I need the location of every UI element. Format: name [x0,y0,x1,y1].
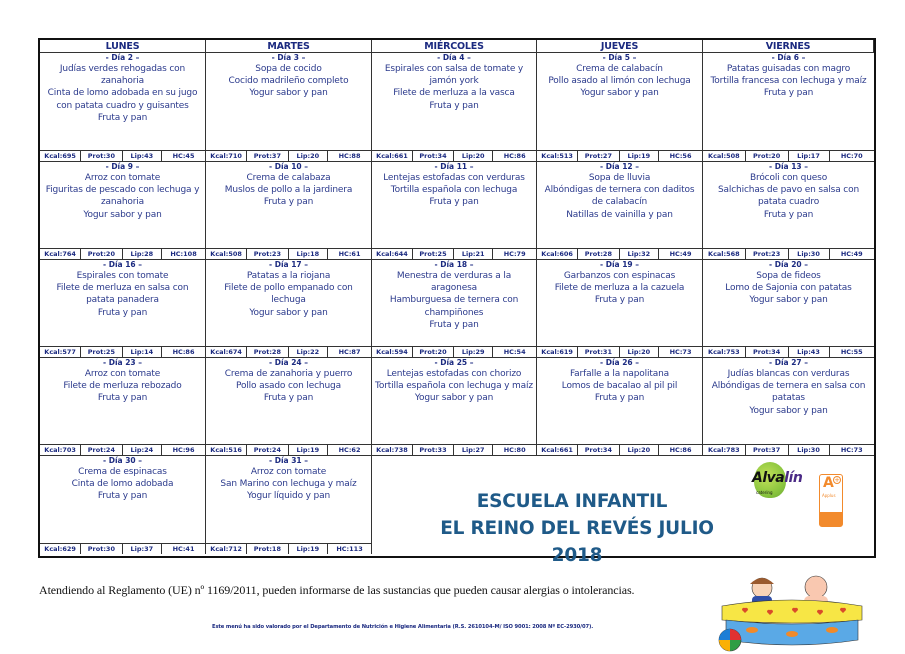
nutrition-row [40,444,205,455]
lipids-value: Lip:43 [789,347,830,357]
carbs-value: HC:86 [669,446,692,454]
dish-item: Yogur sabor y pan [580,88,659,99]
kcal-value: Kcal:710 [206,151,247,161]
dish-item: Albóndigas de ternera con daditos de calabacín [544,185,695,208]
day-menu [206,53,371,150]
lipids-value: Lip:27 [454,445,493,455]
day-menu [40,456,205,543]
dish-item: Fruta y pan [594,295,645,306]
dish-item: Yogur sabor y pan [249,88,328,99]
day-menu [206,456,371,543]
nutrition-row [537,444,702,455]
applus-band [820,512,842,526]
weekday-header-tuesday: MARTES [206,40,372,53]
protein-value: Prot:20 [746,151,789,161]
dish-item: Arroz con tomate [250,467,327,477]
dish-item: Menestra de verduras a la aragonesa [396,271,512,294]
protein-value: Prot:27 [578,151,619,161]
dish-item: Albóndigas de ternera en salsa con patatas [711,381,866,404]
dish-item: Lentejas estofadas con verduras [383,173,525,183]
day-cell [206,53,372,162]
dish-list [537,270,702,307]
carbs-value: HC:73 [840,446,863,454]
lipids-value: Lip:14 [123,347,163,357]
day-menu [206,260,371,346]
dish-item: Garbanzos con espinacas [563,271,676,281]
day-cell [206,456,372,554]
nutrition-row [703,346,874,357]
day-label: - Día 2 – [105,53,140,62]
day-label: - Día 12 – [600,162,639,171]
day-menu [372,162,536,248]
day-cell [372,260,537,358]
carbs-value: HC:70 [840,152,863,160]
dish-item: Fruta y pan [429,319,479,330]
day-label: - Día 5 – [602,53,637,62]
day-menu [537,162,702,248]
dish-item: Crema de zanahoria y puerro [224,369,353,379]
day-cell [40,53,206,162]
day-menu [537,260,702,346]
day-menu [537,53,702,150]
dish-item: Yogur sabor y pan [83,209,162,220]
day-label: - Día 9 – [105,162,140,171]
protein-value: Prot:33 [413,445,454,455]
menu-grid [40,40,874,566]
dish-item: Tortilla española con lechuga [390,185,518,196]
dish-item: Arroz con tomate [84,173,161,183]
day-label: - Día 30 – [103,456,142,465]
dish-item: Salchichas de pavo en salsa con patata cuadro [717,185,859,208]
dish-item: Filete de merluza en salsa con patata panadera [56,283,189,306]
dish-item: Judías verdes rehogadas con zanahoria [59,64,186,87]
dish-item: Espirales con salsa de tomate y jamón york [384,64,524,87]
dish-item: Fruta y pan [429,100,479,111]
dish-item: Crema de calabaza [246,173,331,183]
dish-list [537,172,702,221]
dish-item: Sopa de cocido [255,64,322,74]
day-label: - Día 16 – [103,260,142,269]
day-menu [372,358,536,444]
dish-item: Tortilla española con lechuga y maíz [375,381,533,392]
kcal-value: Kcal:695 [40,151,81,161]
day-label: - Día 27 – [769,358,808,367]
dish-item: Fruta y pan [263,393,314,404]
kcal-value: Kcal:619 [537,347,578,357]
applus-name: Applus [822,493,836,498]
day-label: - Día 25 – [434,358,474,367]
carbs-value: HC:87 [338,348,361,356]
day-cell [206,358,372,456]
lipids-value: Lip:20 [620,445,660,455]
day-cell [537,358,703,456]
carbs-value: HC:96 [172,446,195,454]
dish-item: Sopa de fideos [756,271,821,281]
dish-item: Arroz con tomate [84,369,161,379]
applus-certification-logo [819,474,843,527]
day-cell [40,358,206,456]
day-label: - Día 4 – [437,53,471,62]
carbs-value: HC:80 [503,446,526,454]
lipids-value: Lip:30 [789,445,830,455]
day-cell [372,358,537,456]
protein-value: Prot:28 [247,347,288,357]
dish-item: Espirales con tomate [76,271,169,281]
carbs-value: HC:45 [172,152,195,160]
nutrition-row [206,248,371,259]
day-cell [537,53,703,162]
dish-list [40,368,205,405]
day-cell [537,162,703,260]
dish-item: Fruta y pan [763,88,814,99]
dish-list [372,172,536,209]
day-cell [372,162,537,260]
carbs-value: HC:86 [172,348,195,356]
nutrition-row [206,346,371,357]
day-label: - Día 24 – [269,358,308,367]
day-menu [703,53,874,150]
day-menu [372,260,536,346]
nutrition-row [372,346,536,357]
day-menu [703,162,874,248]
dish-item: Fruta y pan [263,197,314,208]
lipids-value: Lip:20 [620,347,660,357]
school-title [440,488,714,569]
day-label: - Día 31 – [269,456,308,465]
carbs-value: HC:88 [338,152,361,160]
protein-value: Prot:34 [746,347,789,357]
dish-item: Sopa de lluvia [588,173,651,183]
day-label: - Día 17 – [269,260,308,269]
carbs-value: HC:49 [669,250,692,258]
day-cell [703,53,874,162]
lipids-value: Lip:22 [289,347,329,357]
day-menu [40,260,205,346]
dish-item: Judías blancas con verduras [727,369,850,379]
dish-list [703,368,874,417]
nutrition-row [372,444,536,455]
lipids-value: Lip:20 [289,151,329,161]
lipids-value: Lip:18 [289,249,329,259]
dish-list [206,466,371,503]
protein-value: Prot:37 [746,445,789,455]
nutrition-row [40,346,205,357]
dish-item: Pollo asado al limón con lechuga [548,76,691,87]
day-label: - Día 20 – [769,260,808,269]
alvalin-wordmark [752,470,802,486]
day-menu [703,260,874,346]
protein-value: Prot:30 [81,151,122,161]
kcal-value: Kcal:661 [372,151,413,161]
dish-list [703,63,874,100]
nutrition-row [372,248,536,259]
nutrition-row [40,543,205,554]
nutrition-row [372,150,536,161]
dish-list [372,270,536,331]
day-menu [206,162,371,248]
dish-item: Yogur sabor y pan [749,405,828,416]
day-label: - Día 3 – [271,53,306,62]
day-menu [206,358,371,444]
lipids-value: Lip:19 [289,544,329,554]
day-label: - Día 18 – [434,260,474,269]
dish-item: Lomos de bacalao al pil pil [561,381,678,392]
lipids-value: Lip:21 [454,249,493,259]
kcal-value: Kcal:783 [703,445,746,455]
school-title-line2: EL REINO DEL REVÉS JULIO 2018 [440,518,714,566]
day-cell [40,456,206,554]
dish-list [206,172,371,209]
dish-item: Muslos de pollo a la jardinera [224,185,353,196]
dish-item: Fruta y pan [429,197,479,208]
dish-list [537,63,702,100]
dish-item: Lomo de Sajonia con patatas [725,283,852,294]
lipids-value: Lip:19 [620,151,660,161]
day-label: - Día 11 – [434,162,474,171]
day-cell [206,162,372,260]
dish-item: Cinta de lomo adobada [71,479,174,490]
kcal-value: Kcal:516 [206,445,247,455]
school-title-line1: ESCUELA INFANTIL [476,491,668,512]
dish-item: Brócoli con queso [749,173,828,183]
protein-value: Prot:18 [247,544,288,554]
dish-item: San Marino con lechuga y maíz [220,479,357,490]
weekday-header-thursday: JUEVES [537,40,703,53]
nutrition-row [537,248,702,259]
dish-item: Yogur sabor y pan [414,393,494,404]
nutrition-certification-note: Este menú ha sido valorado por el Departamento de Nutrición e Higiene Alimentaria (R.S. 2610104-M/ ISO 9001: 2008 Nº EC-2930/07). [212,624,594,630]
nutrition-row [703,444,874,455]
dish-list [206,368,371,405]
day-menu [40,162,205,248]
dish-item: Crema de espinacas [78,467,167,477]
lipids-value: Lip:24 [123,445,163,455]
dish-item: Natillas de vainilla y pan [566,209,673,220]
dish-list [40,63,205,124]
dish-item: Patatas guisadas con magro [726,64,851,74]
dish-list [40,270,205,319]
day-cell [703,358,874,456]
protein-value: Prot:34 [578,445,619,455]
weekday-header-wednesday: MIÉRCOLES [372,40,537,53]
dish-item: Fruta y pan [97,393,148,404]
kcal-value: Kcal:594 [372,347,413,357]
weekday-header-monday: LUNES [40,40,206,53]
menu-table [38,38,876,566]
title-area [372,456,874,566]
day-menu [372,53,536,150]
kcal-value: Kcal:753 [703,347,746,357]
protein-value: Prot:23 [247,249,288,259]
dish-item: Filete de pollo empanado con lechuga [224,283,353,306]
kcal-value: Kcal:629 [40,544,81,554]
day-label: - Día 10 – [269,162,308,171]
kcal-value: Kcal:764 [40,249,81,259]
nutrition-row [537,150,702,161]
dish-item: Yogur sabor y pan [249,307,328,318]
day-label: - Día 19 – [600,260,639,269]
dish-list [703,172,874,221]
applus-letter: A [823,475,834,491]
day-cell [40,260,206,358]
day-label: - Día 26 – [600,358,639,367]
dish-list [206,270,371,319]
dish-item: Yogur sabor y pan [749,295,828,306]
kcal-value: Kcal:738 [372,445,413,455]
protein-value: Prot:37 [247,151,288,161]
kcal-value: Kcal:712 [206,544,247,554]
nutrition-row [703,150,874,161]
dish-item: Pollo asado con lechuga [236,381,341,392]
day-cell [372,53,537,162]
dish-item: Cinta de lomo adobada en su jugo con patata cuadro y guisantes [47,88,198,111]
dish-item: Figuritas de pescado con lechuga y zanahoria [45,185,200,208]
protein-value: Prot:24 [81,445,122,455]
alvalin-wordmark-b: lín [784,470,803,486]
protein-value: Prot:30 [81,544,122,554]
dish-list [206,63,371,100]
carbs-value: HC:86 [503,152,526,160]
day-label: - Día 6 – [771,53,806,62]
dish-item: Tortilla francesa con lechuga y maíz [710,76,867,87]
protein-value: Prot:24 [247,445,288,455]
day-label: - Día 13 – [769,162,808,171]
dish-item: Farfalle a la napolitana [569,369,669,379]
carbs-value: HC:61 [338,250,361,258]
allergy-note: Atendiendo al Reglamento (UE) nº 1169/2011, pueden informarse de las sustancias que pueden causar alergias o intolerancias. [39,583,635,597]
dish-item: Fruta y pan [97,491,148,502]
day-cell [206,260,372,358]
kcal-value: Kcal:508 [206,249,247,259]
carbs-value: HC:41 [172,545,195,553]
dish-list [372,63,536,112]
alvalin-logo [750,460,802,504]
carbs-value: HC:56 [669,152,692,160]
dish-item: Hamburguesa de ternera con champiñones [389,295,519,318]
protein-value: Prot:20 [413,347,454,357]
day-menu [40,53,205,150]
kcal-value: Kcal:577 [40,347,81,357]
lipids-value: Lip:28 [123,249,163,259]
kids-pool-illustration [712,566,872,652]
nutrition-row [40,248,205,259]
lipids-value: Lip:17 [789,151,830,161]
dish-item: Fruta y pan [97,112,148,123]
dish-item: Filete de merluza rebozado [63,381,182,392]
carbs-value: HC:113 [336,545,363,553]
nutrition-row [40,150,205,161]
dish-item: Cocido madrileño completo [228,76,349,87]
protein-value: Prot:34 [413,151,454,161]
lipids-value: Lip:19 [289,445,329,455]
nutrition-row [206,543,371,554]
kcal-value: Kcal:674 [206,347,247,357]
dish-list [537,368,702,405]
carbs-value: HC:49 [840,250,863,258]
lipids-value: Lip:32 [620,249,660,259]
kcal-value: Kcal:606 [537,249,578,259]
dish-item: Patatas a la riojana [246,271,331,281]
plus-circle-icon: + [834,476,840,484]
nutrition-row [703,248,874,259]
lipids-value: Lip:29 [454,347,493,357]
day-cell [703,260,874,358]
dish-item: Fruta y pan [97,307,148,318]
dish-list [40,172,205,221]
nutrition-row [537,346,702,357]
dish-list [372,368,536,405]
dish-item: Filete de merluza a la cazuela [554,283,685,294]
carbs-value: HC:55 [840,348,863,356]
dish-item: Fruta y pan [763,209,814,220]
dish-item: Yogur líquido y pan [246,491,331,502]
day-menu [703,358,874,444]
protein-value: Prot:31 [578,347,619,357]
nutrition-row [206,444,371,455]
lipids-value: Lip:20 [454,151,493,161]
carbs-value: HC:62 [338,446,361,454]
lipids-value: Lip:43 [123,151,163,161]
kcal-value: Kcal:661 [537,445,578,455]
day-cell [703,162,874,260]
dish-item: Filete de merluza a la vasca [393,88,515,99]
protein-value: Prot:25 [413,249,454,259]
day-menu [40,358,205,444]
dish-item: Lentejas estofadas con chorizo [386,369,522,379]
dish-list [40,466,205,503]
nutrition-row [206,150,371,161]
dish-item: Fruta y pan [594,393,645,404]
weekday-header-friday: VIERNES [703,40,874,53]
lipids-value: Lip:37 [123,544,163,554]
day-label: - Día 23 – [103,358,142,367]
protein-value: Prot:25 [81,347,122,357]
kcal-value: Kcal:508 [703,151,746,161]
dish-item: Crema de calabacín [576,64,663,74]
dish-list [703,270,874,307]
day-cell [537,260,703,358]
kcal-value: Kcal:568 [703,249,746,259]
carbs-value: HC:79 [503,250,526,258]
carbs-value: HC:73 [669,348,692,356]
alvalin-tagline: catering [756,490,773,495]
kcal-value: Kcal:513 [537,151,578,161]
protein-value: Prot:23 [746,249,789,259]
kcal-value: Kcal:644 [372,249,413,259]
day-menu [537,358,702,444]
kcal-value: Kcal:703 [40,445,81,455]
lipids-value: Lip:30 [789,249,830,259]
alvalin-wordmark-a: Alva [752,470,785,486]
carbs-value: HC:108 [170,250,197,258]
day-cell [40,162,206,260]
protein-value: Prot:28 [578,249,619,259]
carbs-value: HC:54 [503,348,526,356]
protein-value: Prot:20 [81,249,122,259]
